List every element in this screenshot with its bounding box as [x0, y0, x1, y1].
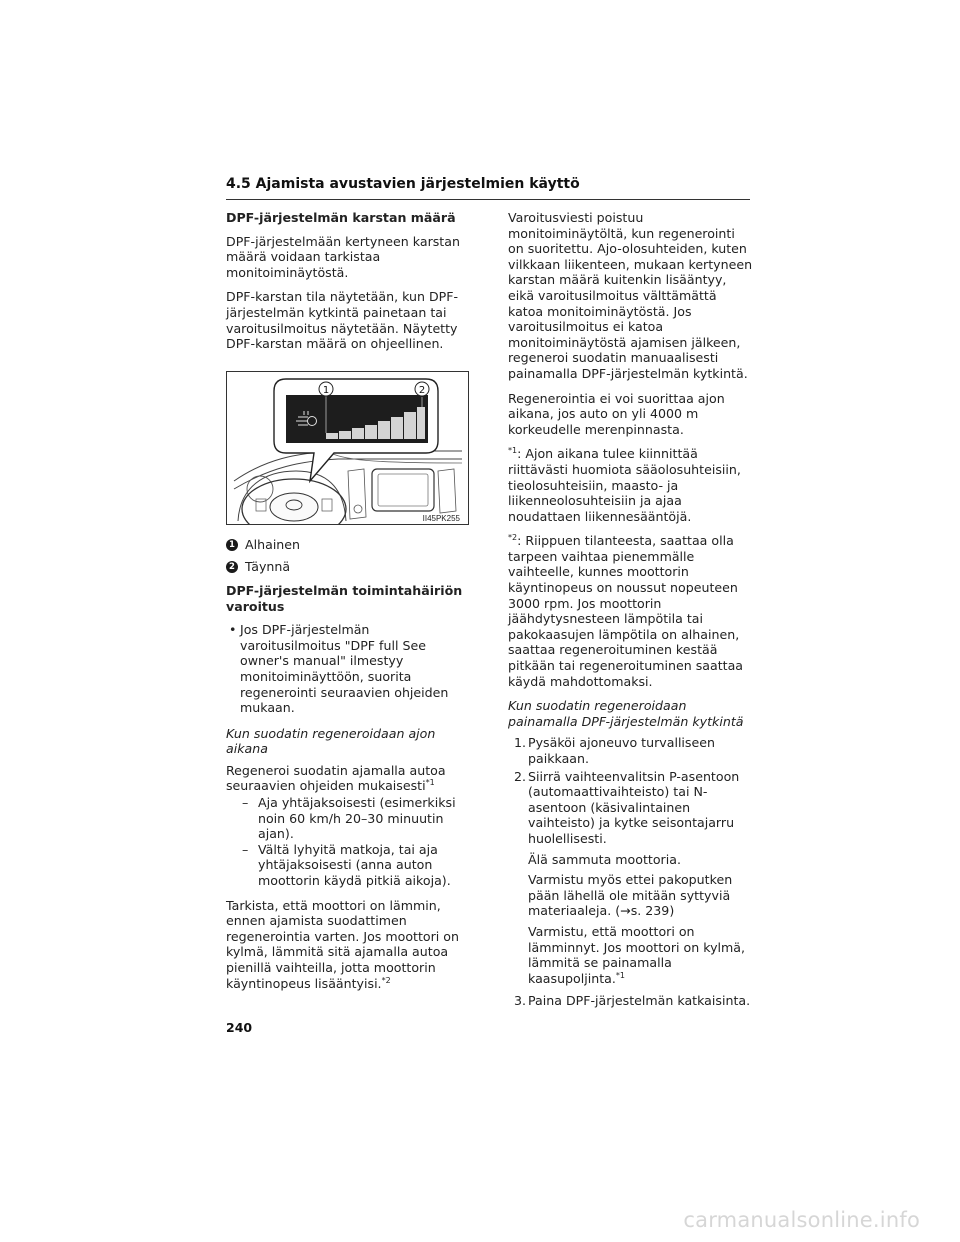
paragraph: Varoitusviesti poistuu monitoiminäytöltä, kun regenerointi on suoritettu. Ajo-olosuhteiden, kuten vilkkaan liikenteen, mukaan kertyneen karstan määrä kuitenkin lisääntyy, eikä varoitusilmoitus välttämättä katoa monitoiminäytöstä. Jos varoitusilmoitus ei katoa monitoiminäytöstä ajamisen jälkeen, regeneroi suodatin manuaalisesti painamalla DPF-järjestelmän kytkintä.	[508, 210, 753, 381]
step-note	[508, 924, 754, 986]
footnote-ref: *1	[425, 778, 435, 788]
legend-item	[226, 559, 472, 575]
watermark: carmanualsonline.info	[683, 1208, 920, 1232]
footnote	[508, 446, 754, 524]
dash-item	[226, 842, 472, 889]
page-number: 240	[226, 1020, 253, 1035]
dash-text: Aja yhtäjaksoisesti (esimerkiksi noin 60 km/h 20–30 minuutin ajan).	[258, 795, 456, 842]
legend-label: Alhainen	[245, 536, 301, 552]
footnote-ref: *2	[381, 975, 391, 985]
step-item	[508, 735, 754, 766]
dash-mark: –	[242, 795, 249, 811]
step-note: Älä sammuta moottoria.	[528, 851, 681, 867]
italic-subheading: Kun suodatin regeneroidaan painamalla DPF-järjestelmän kytkintä	[508, 698, 744, 729]
step-text: Pysäköi ajoneuvo turvalliseen paikkaan.	[528, 735, 715, 766]
step-note-text: Varmistu, että moottori on lämminnyt. Jos moottori on kylmä, lämmitä se painamalla kaasupoljinta.	[528, 923, 746, 986]
dash-mark: –	[242, 841, 249, 857]
footnote-text: : Riippuen tilanteesta, saattaa olla tarpeen vaihtaa pienemmälle vaihteelle, kunnes moottorin käyntinopeus on noussut nopeuteen 3000 rpm. Jos moottorin jäähdytysnesteen lämpötila tai pakokaasujen lämpötila on alhainen, saattaa regeneroituminen kestää pitkään tai regeneroituminen saattaa käydä mahdottomaksi.	[508, 533, 744, 689]
bullet-item	[226, 622, 472, 716]
step-note: Varmistu myös ettei pakoputken pään lähellä ole mitään syttyviä materiaaleja. (→s. 239)	[528, 872, 733, 919]
footnote-mark: *1	[508, 446, 518, 456]
step-text: Siirrä vaihteenvalitsin P-asentoon (automaattivaihteisto) tai N-asentoon (käsivalintainen vaihteisto) ja kytke seisontajarru huolellisesti.	[528, 768, 740, 846]
center-screen	[372, 469, 434, 511]
legend-item	[226, 537, 472, 553]
step-number: 2.	[514, 768, 527, 784]
callout-badge: 2	[226, 561, 238, 573]
paragraph: DPF-karstan tila näytetään, kun DPF-järjestelmän kytkintä painetaan tai varoitusilmoitus näytetään. Näytetty DPF-karstan määrä on ohjeellinen.	[226, 289, 459, 352]
dash-item	[226, 795, 472, 842]
italic-subheading: Kun suodatin regeneroidaan ajon aikana	[226, 725, 436, 757]
paragraph: DPF-järjestelmään kertyneen karstan määrä voidaan tarkistaa monitoiminäytöstä.	[226, 233, 460, 280]
heading-soot-amount: DPF-järjestelmän karstan määrä	[226, 210, 456, 225]
dash-text: Vältä lyhyitä matkoja, tai aja yhtäjaksoisesti (anna auton moottorin käydä pitkiä aikoja).	[258, 841, 451, 889]
left-column	[226, 210, 472, 1000]
heading-malfunction-warning: DPF-järjestelmän toimintahäiriön varoitus	[226, 582, 463, 614]
step-text: Paina DPF-järjestelmän katkaisinta.	[528, 993, 751, 1009]
paragraph: Regenerointia ei voi suorittaa ajon aikana, jos auto on yli 4000 m korkeudelle merenpinnasta.	[508, 390, 725, 437]
bullet-text: Jos DPF-järjestelmän varoitusilmoitus "DPF full See owner's manual" ilmestyy monitoiminäyttöön, suorita regenerointi seuraavien ohjeiden mukaan.	[240, 622, 449, 716]
footnote-mark: *2	[508, 533, 518, 543]
legend-label: Täynnä	[245, 559, 291, 575]
paragraph-text: Tarkista, että moottori on lämmin, ennen ajamista suodattimen regenerointia varten. Jos moottori on kylmä, lämmitä sitä ajamalla autoa pienillä vaihteilla, jotta moottorin käyntinopeus lisääntyisi.	[226, 897, 459, 991]
callout-badge: 1	[226, 539, 238, 551]
paragraph-text: Regeneroi suodatin ajamalla autoa seuraavien ohjeiden mukaisesti	[226, 762, 446, 794]
section-header: 4.5 Ajamista avustavien järjestelmien käyttö	[226, 176, 580, 192]
callout-number-1: 1	[322, 385, 330, 396]
paragraph	[226, 898, 472, 992]
callout-number-2: 2	[418, 385, 426, 396]
dashboard-figure	[226, 371, 469, 525]
step-item	[508, 769, 754, 847]
paragraph	[226, 763, 472, 794]
header-divider	[226, 199, 750, 200]
step-number: 3.	[514, 993, 527, 1009]
step-item	[508, 993, 754, 1009]
footnote-text: : Ajon aikana tulee kiinnittää riittävästi huomiota sääolosuhteisiin, tieolosuhteisiin, maasto- ja liikenneolosuhteisiin ja ajaa noudattaen liikennesääntöjä.	[508, 446, 741, 524]
bullet-mark: •	[229, 622, 237, 638]
footnote	[508, 533, 754, 689]
footnote-ref: *1	[615, 970, 625, 980]
right-column	[508, 210, 754, 1011]
step-number: 1.	[514, 735, 527, 751]
figure-code: II45PK255	[422, 514, 460, 523]
dash-list	[226, 795, 472, 889]
steering-hub	[270, 493, 318, 521]
